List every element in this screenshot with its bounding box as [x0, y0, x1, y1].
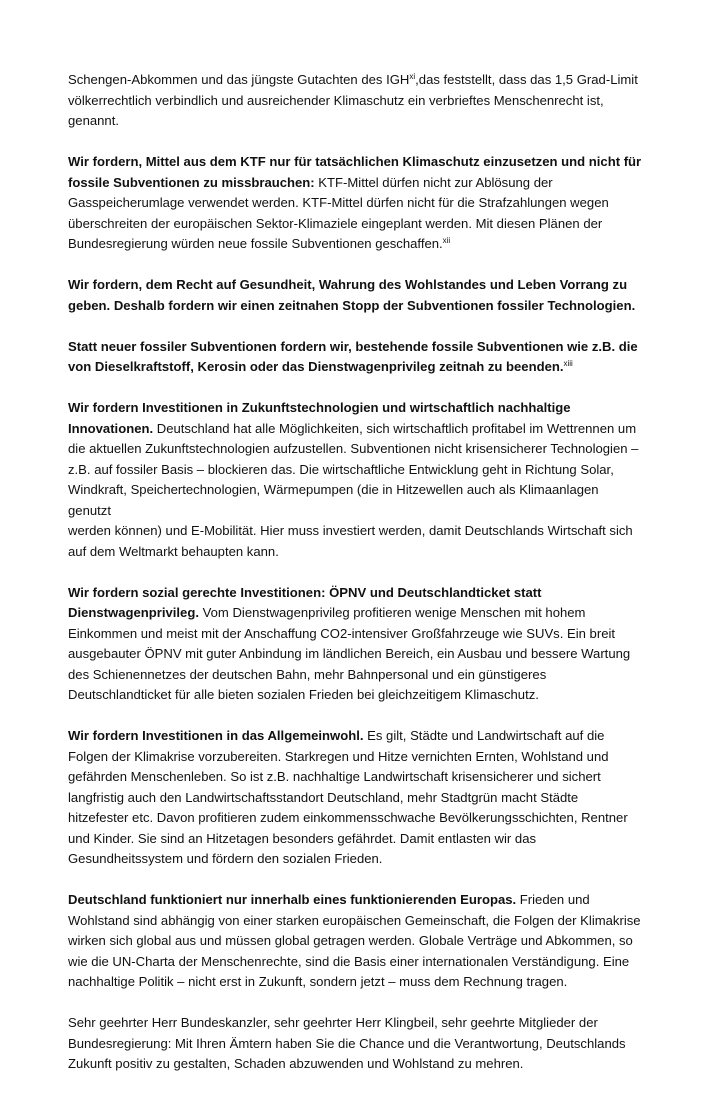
text-line — [68, 788, 668, 809]
body-text: Einkommen und meist mit der Anschaffung CO2-intensiver Großfahrzeuge wie SUVs. Ein breit — [68, 625, 616, 641]
body-text: Vom Dienstwagenprivileg profitieren wenige Menschen mit hohem — [198, 605, 586, 620]
text-line — [68, 890, 668, 911]
paragraph — [68, 583, 668, 706]
text-line — [68, 603, 668, 624]
bold-text: Wir fordern, dem Recht auf Gesundheit, Wahrung des Wohlstandes und Leben Vorrang zu — [68, 277, 628, 292]
text-line — [68, 193, 668, 214]
body-text: genannt. — [68, 113, 119, 128]
body-text: und Kinder. Sie sind an Hitzetagen besonders gefährdet. Damit entlasten wir das — [68, 830, 537, 846]
text-line — [68, 521, 668, 542]
document-page — [68, 70, 668, 1095]
text-line — [68, 972, 668, 993]
text-line — [68, 685, 668, 706]
paragraph — [68, 726, 668, 870]
text-line — [68, 1013, 668, 1034]
text-line — [68, 952, 668, 973]
paragraph — [68, 152, 668, 255]
body-text: hitzefester etc. Davon profitieren zudem einkommensschwache Bevölkerungsschichten, Rentner — [68, 810, 628, 825]
text-line — [68, 726, 668, 747]
text-line — [68, 542, 668, 563]
text-line — [68, 1054, 668, 1075]
text-line — [68, 275, 668, 296]
text-line — [68, 829, 668, 850]
paragraph — [68, 1013, 668, 1075]
body-text: überschreiten der europäischen Sektor-Klimaziele eingeplant werden. Mit diesen Plänen der — [68, 215, 603, 231]
text-line — [68, 665, 668, 686]
footnote-reference: xiii — [563, 359, 573, 368]
text-line — [68, 849, 668, 870]
text-line — [68, 214, 668, 235]
body-text: ,das feststellt, dass das 1,5 Grad-Limit — [415, 72, 638, 87]
text-line — [68, 337, 668, 358]
paragraph — [68, 275, 668, 316]
bold-text: Dienstwagenprivileg. — [68, 605, 199, 620]
body-text: Zukunft positiv zu gestalten, Schaden abzuwenden und Wohlstand zu mehren. — [68, 1056, 524, 1071]
body-text: Gasspeicherumlage verwendet werden. KTF-Mittel dürfen nicht für die Strafzahlungen wegen — [68, 195, 609, 210]
bold-text: geben. Deshalb fordern wir einen zeitnahen Stopp der Subventionen fossiler Technologien. — [68, 297, 636, 313]
bold-text: Deutschland funktioniert nur innerhalb eines funktionierenden Europas. — [68, 892, 517, 907]
text-line — [68, 767, 668, 788]
body-text: Folgen der Klimakrise vorzubereiten. Starkregen und Hitze vernichten Ernten, Wohlstand und — [68, 748, 609, 764]
text-line — [68, 419, 668, 440]
text-line — [68, 460, 668, 481]
bold-text: Wir fordern sozial gerechte Investitionen: ÖPNV und Deutschlandticket statt — [68, 584, 542, 600]
text-line — [68, 644, 668, 665]
body-text: langfristig auch den Landwirtschaftsstandort Deutschland, mehr Stadtgrün macht Städte — [68, 789, 579, 805]
bold-text: Wir fordern, Mittel aus dem KTF nur für tatsächlichen Klimaschutz einzusetzen und nicht für — [68, 154, 642, 169]
footnote-reference: xii — [442, 236, 451, 245]
body-text: Deutschland hat alle Möglichkeiten, sich wirtschaftlich profitabel im Wettrennen um — [153, 420, 637, 436]
bold-text: Statt neuer fossiler Subventionen fordern wir, bestehende fossile Subventionen wie z.B. die — [68, 338, 638, 354]
bold-text: fossile Subventionen zu missbrauchen: — [68, 174, 315, 190]
text-line — [68, 808, 668, 829]
text-line — [68, 624, 668, 645]
body-text: ausgebauter ÖPNV mit guter Anbindung im ländlichen Bereich, ein Ausbau und bessere Wartung — [68, 646, 631, 661]
text-line — [68, 439, 668, 460]
body-text: Es gilt, Städte und Landwirtschaft auf die — [363, 728, 605, 743]
body-text: KTF-Mittel dürfen nicht zur Ablösung der — [314, 174, 553, 190]
paragraph — [68, 70, 668, 132]
body-text: die aktuellen Zukunftstechnologien aufzustellen. Subventionen nicht krisensicherer Technologien – — [68, 441, 639, 456]
body-text: Sehr geehrter Herr Bundeskanzler, sehr geehrter Herr Klingbeil, sehr geehrte Mitglieder der — [68, 1015, 598, 1030]
text-line — [68, 296, 668, 317]
body-text: gefährden Menschenleben. So ist z.B. nachhaltige Landwirtschaft krisensicherer und sichert — [68, 769, 601, 784]
text-line — [68, 911, 668, 932]
text-line — [68, 1034, 668, 1055]
text-line — [68, 173, 668, 194]
paragraph — [68, 890, 668, 993]
text-line — [68, 234, 668, 255]
body-text: Schengen-Abkommen und das jüngste Gutachten des IGH — [68, 72, 410, 87]
text-line — [68, 111, 668, 132]
text-line — [68, 152, 668, 173]
body-text: Windkraft, Speichertechnologien, Wärmepumpen (die in Hitzewellen auch als Klimaanlagen — [68, 482, 599, 497]
text-line — [68, 931, 668, 952]
body-text: Gesundheitssystem und fördern den sozialen Frieden. — [68, 851, 383, 866]
body-text: Wohlstand sind abhängig von einer starken europäischen Gemeinschaft, die Folgen der Klimakrise — [68, 912, 641, 928]
body-text: wirken sich global aus und müssen global getragen werden. Globale Verträge und Abkommen, so — [68, 933, 633, 948]
text-line — [68, 501, 668, 522]
text-line — [68, 747, 668, 768]
bold-text: von Dieselkraftstoff, Kerosin oder das Dienstwagenprivileg zeitnah zu beenden. — [68, 359, 564, 374]
body-text: des Schienennetzes der deutschen Bahn, mehr Bahnpersonal und ein günstigeres — [68, 666, 547, 682]
body-text: auf dem Weltmarkt behaupten kann. — [68, 543, 279, 559]
body-text: Bundesregierung würden neue fossile Subventionen geschaffen. — [68, 236, 443, 251]
text-line — [68, 70, 668, 91]
text-line — [68, 480, 668, 501]
bold-text: Innovationen. — [68, 420, 154, 436]
text-line — [68, 583, 668, 604]
body-text: wie die UN-Charta der Menschenrechte, sind die Basis einer internationalen Verständigung. Eine — [68, 953, 630, 969]
paragraph — [68, 398, 668, 562]
text-line — [68, 398, 668, 419]
body-text: völkerrechtlich verbindlich und ausreichender Klimaschutz ein verbrieftes Menschenrecht ist, — [68, 92, 604, 108]
footnote-reference: xi — [409, 72, 416, 81]
paragraph — [68, 337, 668, 378]
bold-text: Wir fordern Investitionen in das Allgemeinwohl. — [68, 728, 364, 743]
body-text: genutzt — [68, 502, 111, 518]
text-line — [68, 91, 668, 112]
bold-text: Wir fordern Investitionen in Zukunftstechnologien und wirtschaftlich nachhaltige — [68, 400, 571, 415]
text-line — [68, 357, 668, 378]
body-text: Deutschlandticket für alle bieten sozialen Frieden bei gleichzeitigem Klimaschutz. — [68, 687, 539, 702]
body-text: werden können) und E-Mobilität. Hier muss investiert werden, damit Deutschlands Wirtschaft sich — [68, 523, 633, 538]
body-text: z.B. auf fossiler Basis – blockieren das. Die wirtschaftliche Entwicklung geht in Richtung Solar, — [68, 461, 614, 477]
body-text: nachhaltige Politik – nicht erst in Zukunft, sondern jetzt – muss dem Rechnung tragen. — [68, 974, 568, 989]
body-text: Frieden und — [516, 892, 590, 907]
body-text: Bundesregierung: Mit Ihren Ämtern haben Sie die Chance und die Verantwortung, Deutschlands — [68, 1035, 626, 1051]
